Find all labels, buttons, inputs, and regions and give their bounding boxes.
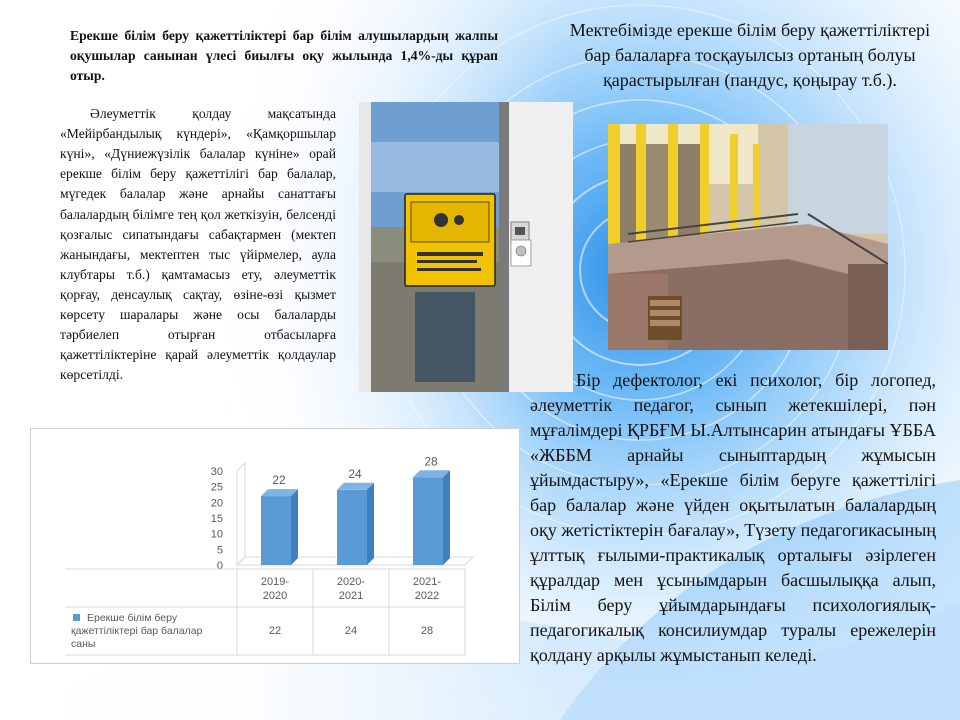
x-category-label: 2021-2022	[412, 576, 442, 602]
students-bar-chart	[30, 428, 520, 664]
y-tick-label: 0	[216, 560, 223, 572]
table-value-2021-2022: 28	[420, 625, 434, 637]
bar-2021-2022	[413, 477, 443, 565]
chart-side-wall	[237, 463, 245, 565]
table-value-2020-2021: 24	[344, 625, 358, 637]
data-label-2021-2022: 28	[424, 454, 438, 469]
y-tick-label: 15	[210, 513, 223, 525]
x-category-label: 2019-2020	[260, 576, 290, 602]
bar-2019-2020	[261, 496, 291, 565]
y-tick-label: 30	[210, 466, 223, 478]
bold-intro-paragraph: Ерекше білім беру қажеттіліктері бар білім алушылардың жалпы оқушылар санынан үлесі биылғы оқу жылында 1,4%-ды құрап отыр.	[70, 28, 498, 83]
legend-swatch	[73, 614, 80, 621]
specialists-paragraph: Бір дефектолог, екі психолог, бір логопед, әлеуметтік педагог, сынып жетекшілері, пән мұғалімдері ҚРБҒМ Ы.Алтынсарин атындағы ҰББА «ЖББМ арнайы сыныптардың жұмысын ұйымдастыру», «Ерекше білім беруге қажеттілігі бар балалар және үйден оқытылатын балалардың оқу жетістіктерін бағалау», Түзету педагогикасының ұлттық ғылыми-практикалық орталығы әзірлеген құралдар мен ұсынымдарын басшылыққа алып, Білім беру ұйымдарындағы психологиялық-педагогикалық консилиумдар туралы ережелерін қолдану арқылы жұмыстанып келеді.	[530, 370, 936, 666]
social-support-paragraph: Әлеуметтік қолдау мақсатында «Мейірбандылық күндері», «Қамқоршылар күні», «Дүниежүзілік балалар күніне» орай ерекше білім беру қажеттілігі бар балалар, мүгедек балалар және арнайы санаттағы балалардың білімге тең қол жеткізуін, белсенді қозғалыс сипатындағы сабақтармен (мектеп жанындағы, мектептен тыс үйірмелер, аула клубтары т.б.) қамтамасыз ету, әлеуметтік қорғау, денсаулық сақтау, өзіне-өзі қызмет көрсету шаралары және осы балаларды тәрбиелеп отырған отбасыларға қажеттіліктеріне қарай әлеуметтік қолдаулар көрсетілді.	[60, 106, 336, 383]
bar-2020-2021	[337, 490, 367, 565]
x-category-label: 2020-2021	[336, 576, 366, 602]
y-tick-label: 5	[216, 544, 223, 557]
door-call-button-photo	[359, 102, 573, 392]
data-label-2020-2021: 24	[348, 466, 362, 481]
ramp-photo	[608, 124, 888, 350]
data-label-2019-2020: 22	[272, 473, 286, 488]
chart-svg	[31, 429, 521, 665]
bar-side-2020-2021	[367, 483, 374, 565]
y-tick-label: 10	[210, 528, 223, 541]
barrier-free-paragraph: Мектебімізде ерекше білім беру қажеттіліктері бар балаларға тосқауылсыз ортаның болуы қарастырылған (пандус, қоңырау т.б.).	[569, 20, 931, 90]
y-tick-label: 20	[210, 497, 223, 510]
legend-series-name: Ерекше білім беру қажеттіліктері бар балалар саны	[71, 612, 203, 650]
bar-side-2021-2022	[443, 470, 450, 565]
table-value-2019-2020: 22	[268, 625, 282, 637]
bar-side-2019-2020	[291, 489, 298, 565]
y-tick-label: 25	[210, 481, 223, 494]
